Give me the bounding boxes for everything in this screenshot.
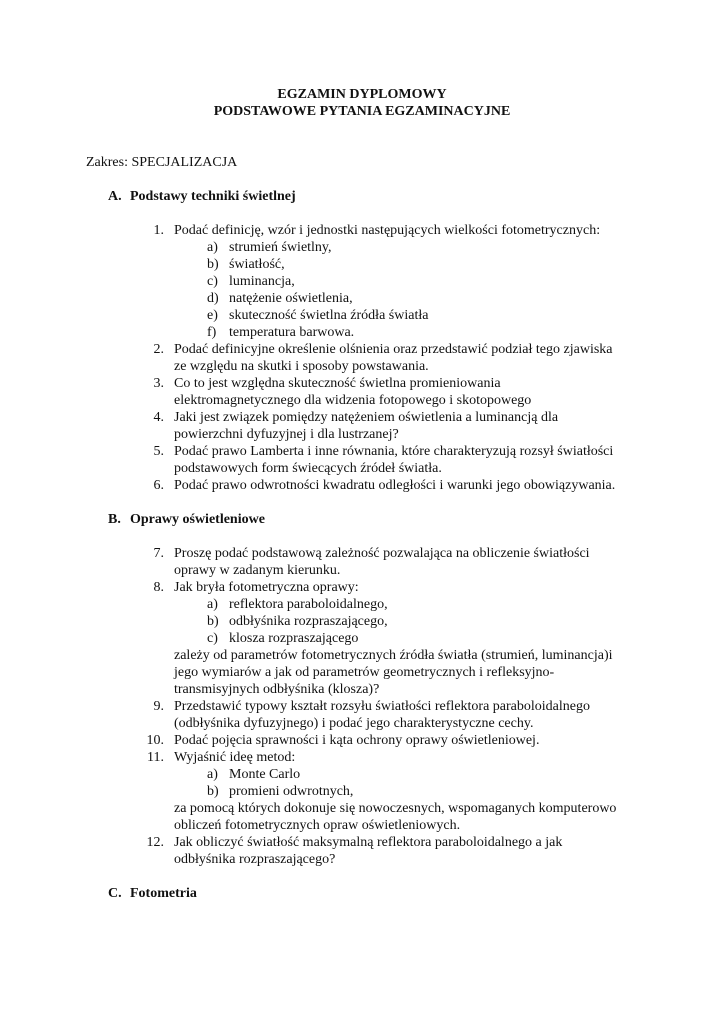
list-item-text: reflektora paraboloidalnego, (229, 597, 388, 612)
question-number: 4. (153, 410, 164, 425)
question-text: za pomocą których dokonuje się nowoczesnych, wspomaganych komputerowo (174, 801, 617, 816)
list-item-text: odbłyśnika rozpraszającego, (229, 614, 388, 629)
list-item-text: skuteczność świetlna źródła światła (229, 308, 429, 323)
question-text: podstawowych form świecących źródeł światła. (174, 461, 442, 476)
question-number: 7. (153, 546, 164, 561)
list-item-label: f) (207, 325, 217, 340)
question-text: powierzchni dyfuzyjnej i dla lustrzanej? (174, 427, 399, 442)
question-number: 3. (153, 376, 164, 391)
question-number: 5. (153, 444, 164, 459)
list-item-label: b) (207, 614, 219, 629)
section-a-title: Podstawy techniki świetlnej (130, 189, 296, 204)
zakres-label: Zakres: SPECJALIZACJA (86, 155, 238, 170)
question-text: ze względu na skutki i sposoby powstawania. (174, 359, 429, 374)
question-text: Jaki jest związek pomiędzy natężeniem oświetlenia a luminancją dla (174, 410, 559, 425)
section-c-letter: C. (108, 886, 122, 901)
question-number: 9. (153, 699, 164, 714)
list-item-label: a) (207, 597, 218, 612)
document-title: EGZAMIN DYPLOMOWY (277, 87, 447, 102)
question-text: Co to jest względna skuteczność świetlna promieniowania (174, 376, 501, 391)
list-item-label: b) (207, 257, 219, 272)
question-number: 6. (153, 478, 164, 493)
question-text: transmisyjnych odbłyśnika (klosza)? (174, 682, 380, 697)
list-item-text: Monte Carlo (229, 767, 301, 782)
list-item-label: c) (207, 631, 218, 646)
question-text: Proszę podać podstawową zależność pozwalająca na obliczenie światłości (174, 546, 590, 561)
list-item-label: b) (207, 784, 219, 799)
list-item-text: luminancja, (229, 274, 295, 289)
question-text: Przedstawić typowy kształt rozsyłu światłości reflektora paraboloidalnego (174, 699, 590, 714)
question-text: Podać definicję, wzór i jednostki następujących wielkości fotometrycznych: (174, 223, 601, 238)
question-text: Podać pojęcia sprawności i kąta ochrony oprawy oświetleniowej. (174, 733, 540, 748)
question-text: jego wymiarów a jak od parametrów geometrycznych i refleksyjno- (174, 665, 555, 680)
question-number: 12. (146, 835, 164, 850)
list-item-label: d) (207, 291, 219, 306)
question-number: 2. (153, 342, 164, 357)
question-number: 1. (153, 223, 164, 238)
list-item-label: c) (207, 274, 218, 289)
question-text: zależy od parametrów fotometrycznych źródła światła (strumień, luminancja)i (174, 648, 613, 663)
list-item-label: e) (207, 308, 218, 323)
question-text: oprawy w zadanym kierunku. (174, 563, 341, 578)
question-number: 10. (146, 733, 164, 748)
question-text: Jak bryła fotometryczna oprawy: (174, 580, 359, 595)
question-text: Jak obliczyć światłość maksymalną reflektora paraboloidalnego a jak (174, 835, 563, 850)
document-subtitle: PODSTAWOWE PYTANIA EGZAMINACYJNE (213, 104, 511, 119)
question-number: 8. (153, 580, 164, 595)
question-text: Podać prawo odwrotności kwadratu odległości i warunki jego obowiązywania. (174, 478, 616, 493)
list-item-label: a) (207, 240, 218, 255)
question-text: elektromagnetycznego dla widzenia fotopowego i skotopowego (174, 393, 532, 408)
question-text: Wyjaśnić ideę metod: (174, 750, 296, 765)
question-text: Podać definicyjne określenie olśnienia oraz przedstawić podział tego zjawiska (174, 342, 613, 357)
question-number: 11. (147, 750, 164, 765)
list-item-text: natężenie oświetlenia, (229, 291, 353, 306)
question-text: Podać prawo Lamberta i inne równania, które charakteryzują rozsył światłości (174, 444, 614, 459)
question-text: obliczeń fotometrycznych opraw oświetleniowych. (174, 818, 461, 833)
list-item-text: strumień świetlny, (229, 240, 332, 255)
section-a-letter: A. (108, 189, 122, 204)
section-b-title: Oprawy oświetleniowe (130, 512, 265, 527)
list-item-text: promieni odwrotnych, (229, 784, 354, 799)
section-c-title: Fotometria (130, 886, 197, 901)
question-text: odbłyśnika rozpraszającego? (174, 852, 336, 867)
list-item-text: temperatura barwowa. (229, 325, 355, 340)
list-item-label: a) (207, 767, 218, 782)
section-b-letter: B. (108, 512, 121, 527)
question-text: (odbłyśnika dyfuzyjnego) i podać jego charakterystyczne cechy. (174, 716, 534, 731)
list-item-text: światłość, (229, 257, 285, 272)
list-item-text: klosza rozpraszającego (229, 631, 359, 646)
